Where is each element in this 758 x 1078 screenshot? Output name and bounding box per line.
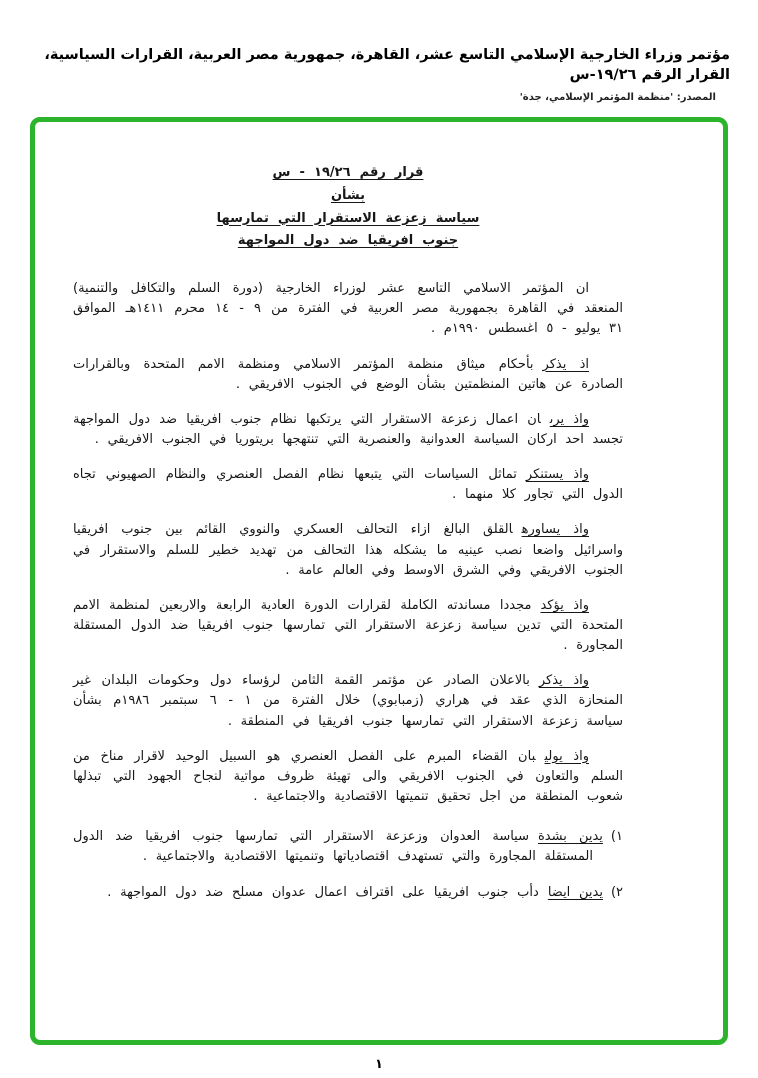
paragraph-text: تماثل السياسات التي يتبعها نظام الفصل العنصري والنظام الصهيوني تجاه الدول التي تجاور كلا منهما . — [73, 467, 623, 503]
operative-clause — [73, 883, 623, 903]
clause-lead: يدين بشدة — [538, 829, 603, 845]
document-header-title: مؤتمر وزراء الخارجية الإسلامي التاسع عشر، القاهرة، جمهورية مصر العربية، القرارات السياسية، القرار الرقم ١٩/٢٦-س — [44, 47, 730, 83]
paragraph — [73, 520, 623, 580]
resolution-title-line: جنوب افريقيا ضد دول المواجهة — [237, 233, 459, 249]
document-source-line: المصدر: 'منظمة المؤتمر الإسلامي، جدة' — [519, 92, 716, 104]
clause-text: دأب جنوب افريقيا على اقتراف اعمال عدوان مسلح ضد دول المواجهة . — [107, 885, 539, 901]
paragraph-text: ان اعمال زعزعة الاستقرار التي يرتكبها نظام جنوب افريقيا ضد دول المواجهة تجسد احد اركان السياسة العدوانية والعنصرية التي تنتهجها بريتوريا في الجنوب الافريقي . — [73, 411, 623, 447]
operative-clauses — [73, 827, 623, 903]
resolution-title-line: سياسة زعزعة الاستقرار التي تمارسها — [216, 210, 480, 226]
clause-text: سياسة العدوان وزعزعة الاستقرار التي تمارسها جنوب افريقيا ضد الدول المستقلة المجاورة والتي تستهدف اقتصادياتها وتنميتها الاقتصادية والاجتماعية . — [73, 829, 593, 865]
scanned-document-body — [35, 122, 723, 1040]
paragraph-lead: اذ يذكر — [542, 356, 589, 372]
paragraph — [73, 410, 623, 450]
paragraph-lead: واذ يرى — [549, 411, 589, 427]
page-number: ١ — [375, 1057, 383, 1072]
resolution-title-line: بشأن — [330, 187, 366, 203]
clause-number: ٢) — [610, 885, 623, 901]
scan-highlight-frame — [30, 117, 728, 1045]
paragraph-text: بان القضاء المبرم على الفصل العنصري هو السبيل الوحيد لاقرار مناخ من السلم والتعاون في الجنوب الافريقي والى تهيئة ظروف مواتية لنجاح الجهود التي تبذلها شعوب المنطقة من اجل تحقيق تنميتها الاقتصادية والاجتماعية . — [73, 748, 623, 804]
preamble-paragraphs — [73, 279, 623, 807]
paragraph — [73, 465, 623, 505]
paragraph-lead: واذ يولي — [544, 748, 589, 764]
operative-clause — [73, 827, 623, 867]
paragraph — [73, 279, 623, 339]
paragraph-lead: واذ يستنكر — [525, 467, 589, 483]
paragraph-lead: واذ يساوره — [521, 522, 589, 538]
page-header — [0, 0, 758, 103]
clause-lead: يدين ايضا — [547, 885, 603, 901]
paragraph-text: ان المؤتمر الاسلامي التاسع عشر لوزراء الخارجية (دورة السلم والتكافل والتنمية) المنعقد في القاهرة بجمهورية مصر العربية في الفترة من ٩ - ١٤ محرم ١٤١١هـ الموافق ٣١ يوليو - ٥ اغسطس ١٩٩٠م . — [73, 281, 623, 337]
resolution-title-line: قرار رقم ١٩/٢٦ - س — [272, 165, 424, 181]
resolution-title-block — [150, 162, 546, 253]
paragraph-text: القلق البالغ ازاء التحالف العسكري والنووي القائم بين جنوب افريقيا واسرائيل واضعا نصب عينيه ما يشكله هذا التحالف من تهديد خطير للسلم والاستقرار في الجنوب الافريقي وفي الشرق الاوسط وفي العالم عامة . — [73, 522, 623, 578]
paragraph-text: بأحكام ميثاق منظمة المؤتمر الاسلامي ومنظمة الامم المتحدة وبالقرارات الصادرة عن هاتين المنظمتين بشأن الوضع في الجنوب الافريقي . — [73, 356, 623, 392]
clause-number: ١) — [610, 829, 623, 845]
paragraph — [73, 747, 623, 807]
paragraph-lead: واذ يؤكد — [540, 597, 589, 613]
paragraph — [73, 671, 623, 731]
paragraph — [73, 596, 623, 656]
paragraph-lead: واذ يذكر — [538, 673, 589, 689]
paragraph-text: مجددا مساندته الكاملة لقرارات الدورة العادية الرابعة والاربعين لمنظمة الامم المتحدة التي تدين سياسة زعزعة الاستقرار التي تمارسها جنوب افريقيا ضد الدول المستقلة المجاورة . — [73, 597, 623, 654]
paragraph — [73, 355, 623, 395]
paragraph-text: بالاعلان الصادر عن مؤتمر القمة الثامن لرؤساء دول وحكومات البلدان غير المنحازة الذي عقد في هراري (زمبابوي) خلال الفترة من ١ - ٦ سبتمبر ١٩٨٦م بشأن سياسة زعزعة الاستقرار التي تمارسها جنوب افريقيا في المنطقة . — [73, 673, 623, 729]
